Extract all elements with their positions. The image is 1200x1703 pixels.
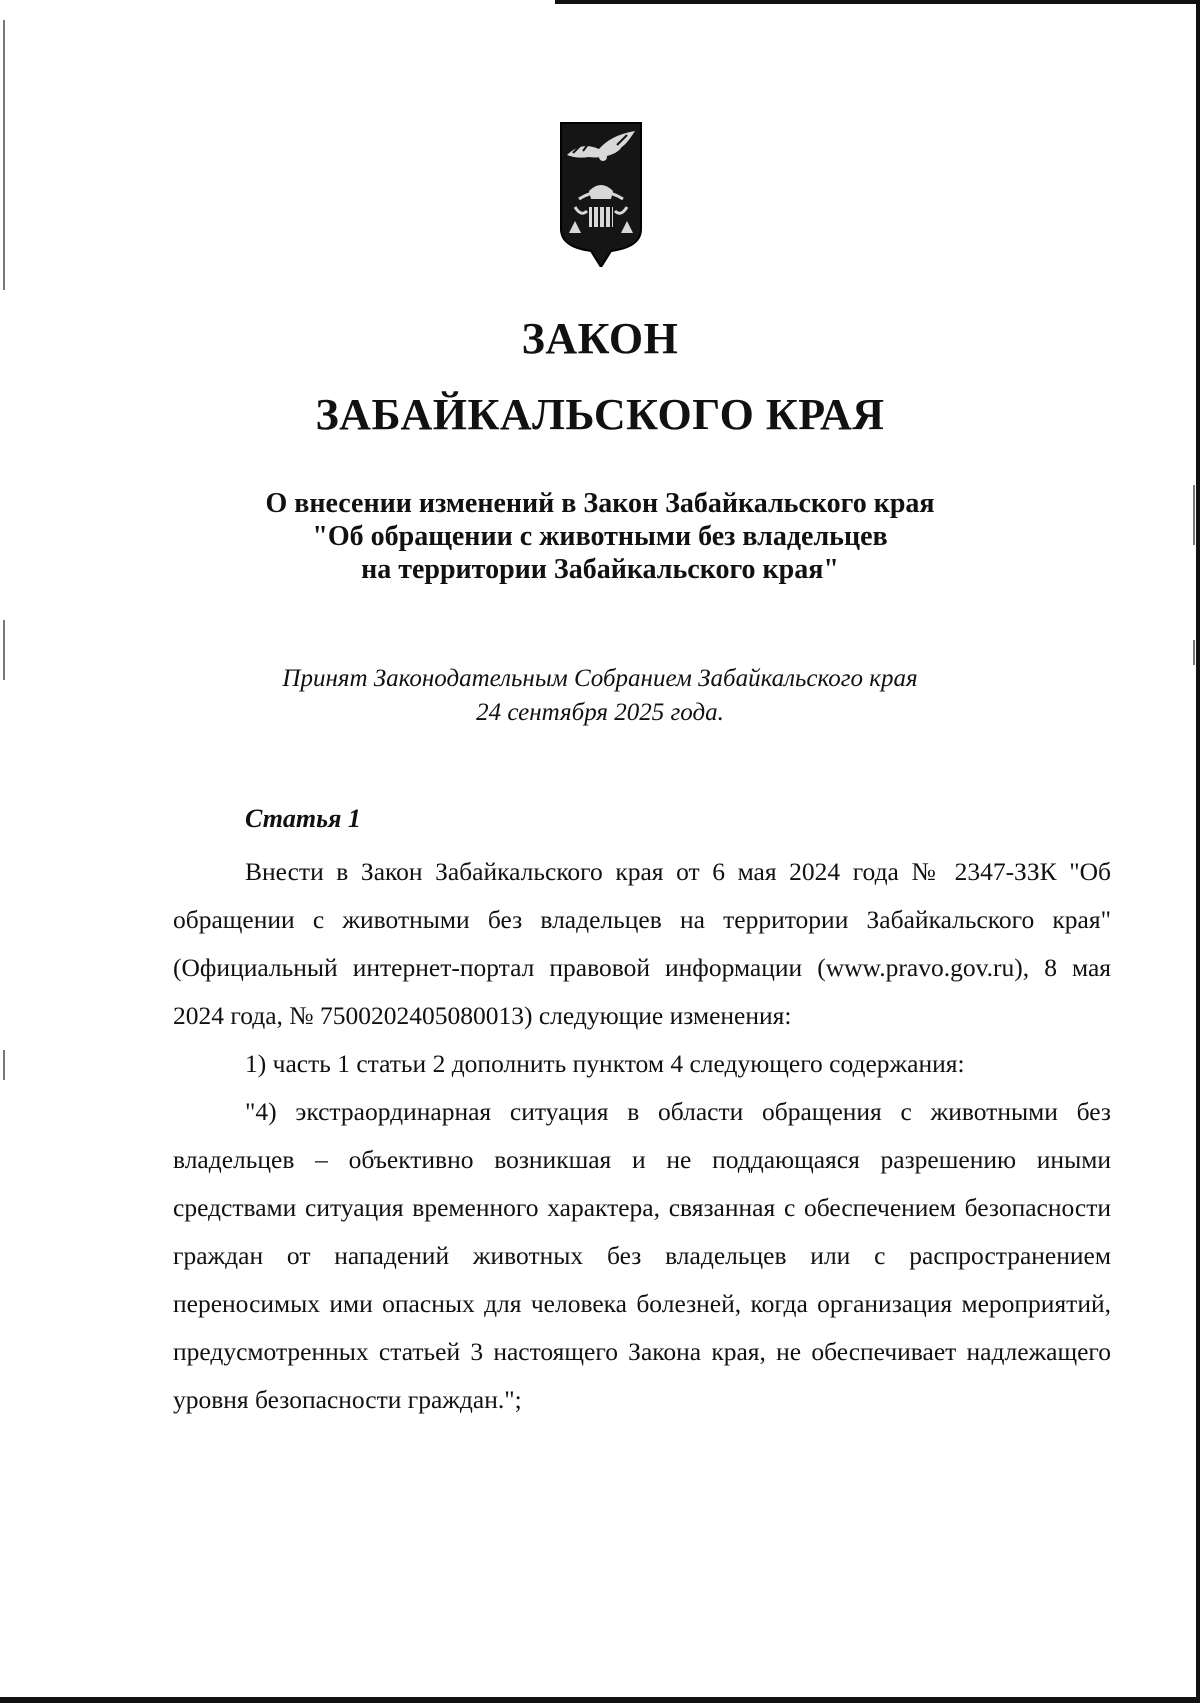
law-subject-line: О внесении изменений в Закон Забайкальского края: [265, 488, 935, 519]
coat-of-arms-emblem-icon: [559, 121, 643, 267]
adoption-line: Принят Законодательным Собранием Забайкальского края: [282, 665, 918, 692]
law-subject-line: "Об обращении с животными без владельцев: [312, 521, 888, 552]
article-body: [173, 848, 1111, 1424]
law-subject: [150, 487, 1050, 586]
scan-edge-bottom: [0, 1697, 1200, 1703]
law-subject-line: на территории Забайкальского края": [361, 554, 839, 585]
scan-mark-left-1: [3, 20, 5, 290]
article-paragraph: 1) часть 1 статьи 2 дополнить пунктом 4 следующего содержания:: [245, 1049, 965, 1078]
scan-mark-left-3: [3, 1050, 5, 1080]
article-heading: Статья 1: [245, 804, 361, 833]
scan-mark-right-1: [1193, 485, 1195, 545]
law-region-title: ЗАБАЙКАЛЬСКОГО КРАЯ: [315, 390, 885, 439]
scan-edge-top: [555, 0, 1200, 4]
scan-edge-right: [1196, 0, 1200, 1703]
law-title: ЗАКОН: [521, 314, 679, 363]
article-paragraph: "4) экстраординарная ситуация в области обращения с животными без владельцев – объективно возникшая и не поддающаяся разрешению иными средствами ситуация временного характера, связанная с обеспечением безопасности граждан от нападений животных без владельцев или с распространением переносимых ими опасных для человека болезней, когда организация мероприятий, предусмотренных статьей 3 настоящего Закона края, не обеспечивает надлежащего уровня безопасности граждан.";: [173, 1097, 1111, 1414]
adoption-note: [150, 662, 1050, 730]
adoption-date: 24 сентября 2025 года.: [476, 699, 724, 726]
scan-mark-right-2: [1193, 640, 1195, 665]
article-paragraph: Внести в Закон Забайкальского края от 6 мая 2024 года № 2347-ЗЗК "Об обращении с животными без владельцев на территории Забайкальского края" (Официальный интернет-портал правовой информации (www.pravo.gov.ru), 8 мая 2024 года, № 7500202405080013) следующие изменения:: [173, 857, 1111, 1030]
scan-mark-left-2: [3, 620, 5, 680]
